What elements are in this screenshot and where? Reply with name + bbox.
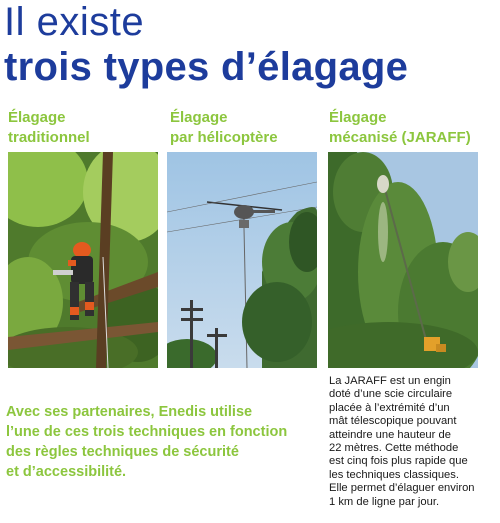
description-line: doté d’une scie circulaire (329, 388, 453, 401)
description-line: Elle permet d’élaguer environ (329, 482, 475, 495)
caption-line: des règles techniques de sécurité (6, 444, 239, 460)
heading-traditional: Élagage traditionnel (8, 109, 90, 146)
photo-mechanized-pruning (328, 152, 478, 368)
description-line: mât télescopique pouvant (329, 415, 457, 428)
caption-line: Avec ses partenaires, Enedis utilise (6, 404, 253, 420)
description-line: est cinq fois plus rapide que (329, 455, 468, 468)
description-line: 22 mètres. Cette méthode (329, 442, 459, 455)
photo-traditional-pruning (8, 152, 158, 368)
description-line: placée à l’extrémité d’un (329, 401, 450, 414)
caption-text (6, 402, 306, 482)
photo-helicopter-pruning (167, 152, 317, 368)
description-line: 1 km de ligne par jour. (329, 495, 440, 508)
description-line: les techniques classiques. (329, 468, 459, 481)
description-line: atteindre une hauteur de (329, 428, 451, 441)
heading-mechanized: Élagage mécanisé (JARAFF) (329, 109, 471, 146)
caption-line: et d’accessibilité. (6, 464, 127, 480)
description-line: La JARAFF est un engin (329, 375, 451, 387)
heading-helicopter: Élagage par hélicoptère (170, 109, 278, 146)
caption-line: l’une de ces trois techniques en fonction (6, 424, 288, 440)
title-line-2: trois types d’élagage (4, 45, 409, 89)
title-line-1: Il existe (4, 0, 145, 44)
jaraff-description (329, 375, 499, 509)
